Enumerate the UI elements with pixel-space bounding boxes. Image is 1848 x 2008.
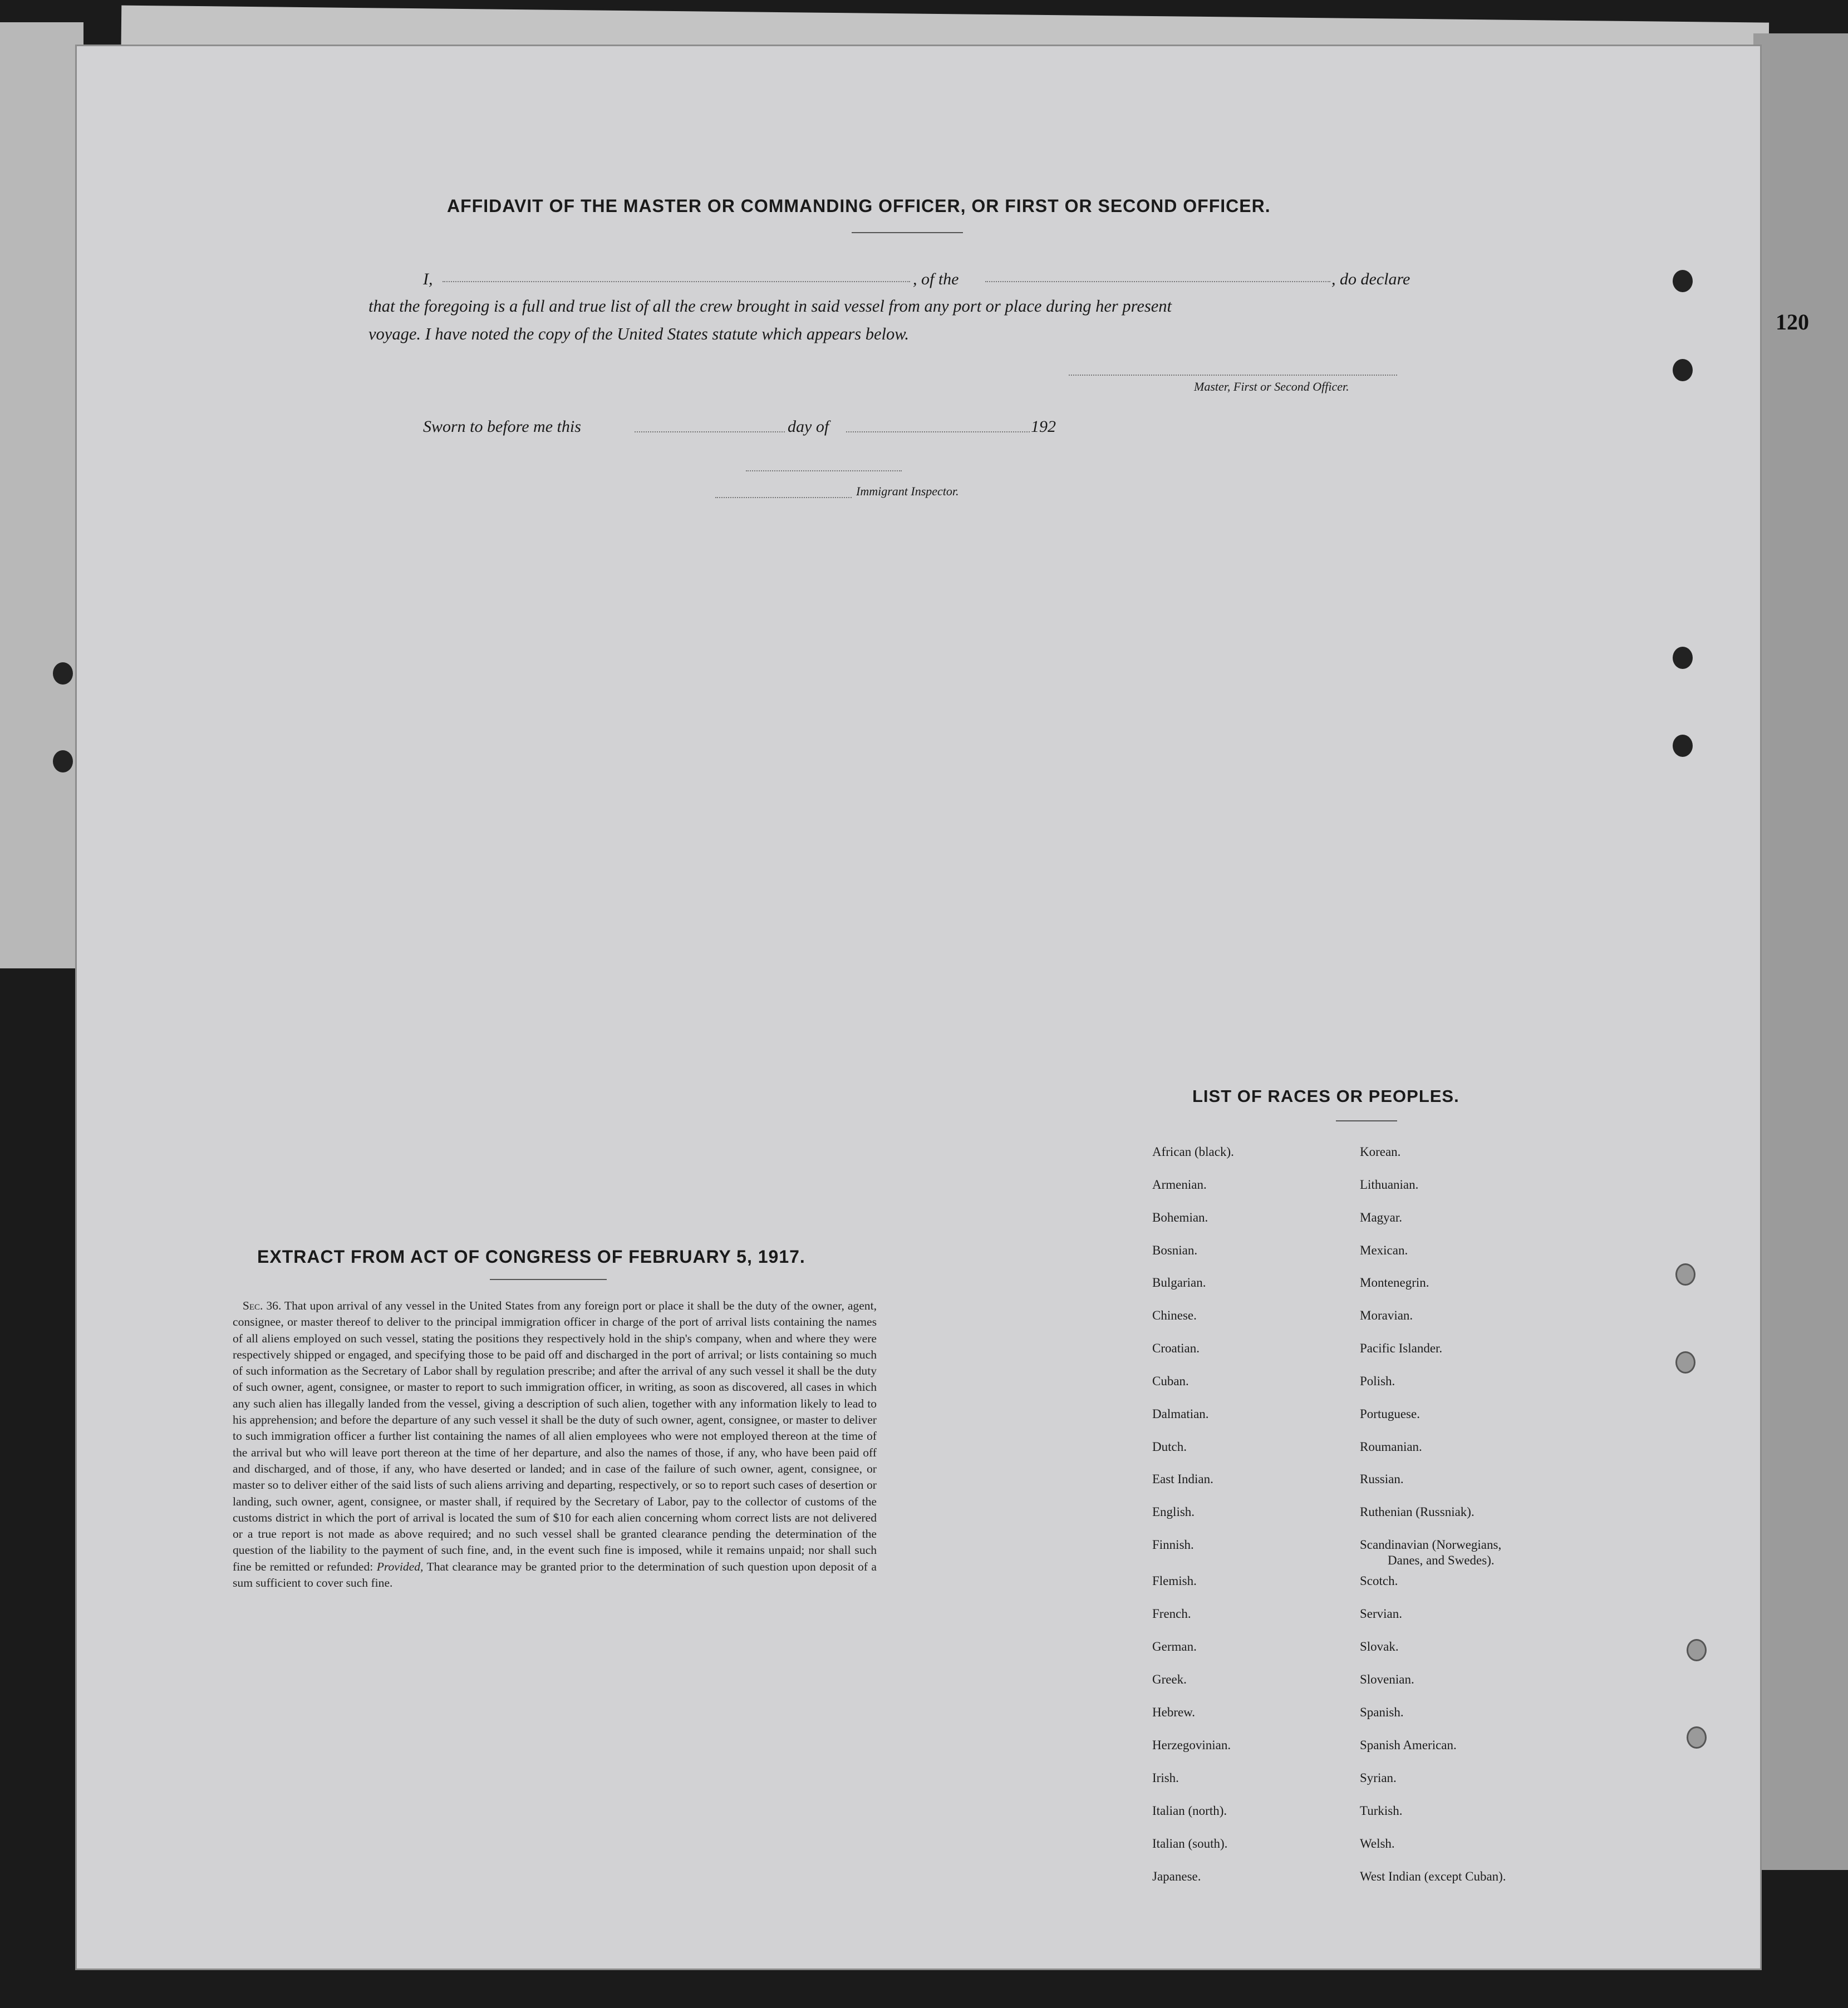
inspector-label: Immigrant Inspector. — [856, 484, 959, 498]
race-item: Montenegrin. — [1360, 1276, 1429, 1290]
race-item: Russian. — [1360, 1472, 1404, 1486]
race-item: Japanese. — [1152, 1869, 1201, 1883]
extract-body-text: That upon arrival of any vessel in the United States from any foreign port or place it shall be the duty of the owner, agent, consignee, or master thereof to deliver to the principal immigration officer in charge of the port of arrival lists containing the names of all aliens employed on such vessel, stating the positions they respectively hold in the ship's company, when and where they were respectively shipped or engaged, and specifying those to be paid off and discharged in the port of arrival; or lists containing so much of such information as the Secretary of Labor shall by regulation prescribe; and after the arrival of any such vessel it shall be the duty of such owner, agent, consignee, or master to report to such immigration officer, in writing, as soon as discovered, all cases in which any such alien has illegally landed from the vessel, giving a description of such alien, together with any information likely to lead to his apprehension; and before the departure of any such vessel it shall be the duty of such owner, agent, consignee, or master to deliver to such immigration officer a further list containing the names of all alien employees who were not employed thereon at the time of the arrival but who will leave port thereon at the time of her departure, and also the names of those, if any, who have been paid off and discharged, and of those, if any, who have deserted or landed; and in case of the failure of such owner, agent, consignee, or master so to deliver either of the said lists of such aliens arriving and departing, respectively, or so to report such cases of desertion or landing, such owner, agent, consignee, or master shall, if required by the Secretary of Labor, pay to the collector of customs of the customs district in which the port of arrival is located the sum of $10 for each alien concerning whom correct lists are not delivered or a true report is not made as above required; and no such vessel shall be granted clearance pending the determination of the question of the liability to the payment of such fine, and, in the event such fine is imposed, while it remains unpaid; nor shall such fine be remitted or refunded: — [233, 1299, 877, 1573]
race-item: Syrian. — [1360, 1771, 1397, 1785]
race-item: Croatian. — [1152, 1341, 1200, 1355]
page-number: 120 — [1776, 309, 1809, 334]
race-item: English. — [1152, 1505, 1195, 1519]
race-item: Cuban. — [1152, 1374, 1189, 1388]
race-item: Mexican. — [1360, 1243, 1408, 1257]
race-item: Italian (south). — [1152, 1837, 1228, 1850]
race-item: East Indian. — [1152, 1472, 1213, 1486]
year-label: 192 — [1031, 417, 1056, 436]
punch-hole — [1673, 270, 1693, 292]
race-item: Portuguese. — [1360, 1407, 1420, 1421]
vessel-name-line — [985, 281, 1330, 282]
affidavit-title-rule — [852, 232, 963, 233]
inspector-line-upper — [746, 470, 902, 471]
race-item: Irish. — [1152, 1771, 1179, 1785]
extract-sec: Sec. 36. — [242, 1299, 282, 1312]
affidavit-line2: that the foregoing is a full and true list of all the crew brought in said vessel from any port or place during her present — [368, 297, 1172, 316]
race-item: Chinese. — [1152, 1308, 1197, 1322]
race-item: Herzegovinian. — [1152, 1738, 1231, 1752]
race-item: Dutch. — [1152, 1440, 1187, 1454]
race-item: German. — [1152, 1640, 1197, 1653]
race-item: Italian (north). — [1152, 1804, 1227, 1818]
punch-hole — [1687, 1639, 1707, 1661]
race-item: Magyar. — [1360, 1210, 1403, 1224]
punch-hole — [1673, 359, 1693, 381]
affidavit-line3: voyage. I have noted the copy of the United States statute which appears below. — [368, 324, 909, 343]
race-item: Slovak. — [1360, 1640, 1399, 1653]
race-item: Dalmatian. — [1152, 1407, 1209, 1421]
back-sheet-left — [0, 22, 83, 968]
day-of-label: day of — [788, 417, 829, 436]
race-item: West Indian (except Cuban). — [1360, 1869, 1506, 1883]
master-signature-line — [1069, 375, 1397, 376]
race-item: Roumanian. — [1360, 1440, 1422, 1454]
sworn-label: Sworn to before me this — [423, 417, 581, 436]
extract-body-end: That clearance may be granted prior to the determination of such question upon deposit of a sum sufficient to cover such fine. — [233, 1559, 877, 1590]
race-item: Servian. — [1360, 1607, 1403, 1621]
race-item: Spanish American. — [1360, 1738, 1457, 1752]
race-item: Scandinavian (Norwegians, — [1360, 1538, 1502, 1552]
race-item: Bosnian. — [1152, 1243, 1198, 1257]
extract-body — [233, 1298, 877, 1591]
race-item: Welsh. — [1360, 1837, 1395, 1850]
affidavit-of-the: , of the — [913, 270, 959, 288]
race-item: Bohemian. — [1152, 1210, 1208, 1224]
punch-hole — [1675, 1263, 1695, 1286]
extract-provided: Provided, — [376, 1559, 424, 1573]
race-item: Polish. — [1360, 1374, 1395, 1388]
races-title-rule — [1336, 1120, 1397, 1121]
punch-hole — [1675, 1351, 1695, 1374]
affidavit-i: I, — [423, 270, 433, 288]
race-item: Moravian. — [1360, 1308, 1413, 1322]
race-item: Korean. — [1360, 1145, 1401, 1159]
punch-hole — [53, 750, 73, 772]
master-name-line — [443, 281, 910, 282]
affidavit-declare: , do declare — [1331, 270, 1410, 288]
extract-title: EXTRACT FROM ACT OF CONGRESS OF FEBRUARY 5, 1917. — [257, 1247, 805, 1267]
punch-hole — [1673, 647, 1693, 669]
race-item: Lithuanian. — [1360, 1178, 1419, 1192]
manifest-page — [75, 45, 1762, 1970]
race-item: Spanish. — [1360, 1705, 1404, 1719]
punch-hole — [53, 662, 73, 685]
sworn-day-line — [635, 431, 785, 432]
race-item: Bulgarian. — [1152, 1276, 1206, 1290]
race-item: Armenian. — [1152, 1178, 1207, 1192]
race-item: Finnish. — [1152, 1538, 1194, 1552]
race-item: Hebrew. — [1152, 1705, 1196, 1719]
sworn-month-line — [846, 431, 1030, 432]
race-item: Slovenian. — [1360, 1672, 1414, 1686]
race-item-continued: Danes, and Swedes). — [1388, 1553, 1495, 1567]
race-item: Greek. — [1152, 1672, 1187, 1686]
race-item: Flemish. — [1152, 1574, 1197, 1588]
races-title: LIST OF RACES OR PEOPLES. — [1192, 1086, 1459, 1106]
extract-title-rule — [490, 1279, 607, 1280]
race-item: Pacific Islander. — [1360, 1341, 1443, 1355]
inspector-line — [715, 497, 852, 498]
race-item: Ruthenian (Russniak). — [1360, 1505, 1475, 1519]
affidavit-title: AFFIDAVIT OF THE MASTER OR COMMANDING OFFICER, OR FIRST OR SECOND OFFICER. — [447, 196, 1271, 216]
race-item: African (black). — [1152, 1145, 1234, 1159]
race-item: Scotch. — [1360, 1574, 1398, 1588]
race-item: Turkish. — [1360, 1804, 1403, 1818]
master-signature-label: Master, First or Second Officer. — [1194, 380, 1349, 393]
race-item: French. — [1152, 1607, 1191, 1621]
punch-hole — [1687, 1726, 1707, 1749]
punch-hole — [1673, 735, 1693, 757]
